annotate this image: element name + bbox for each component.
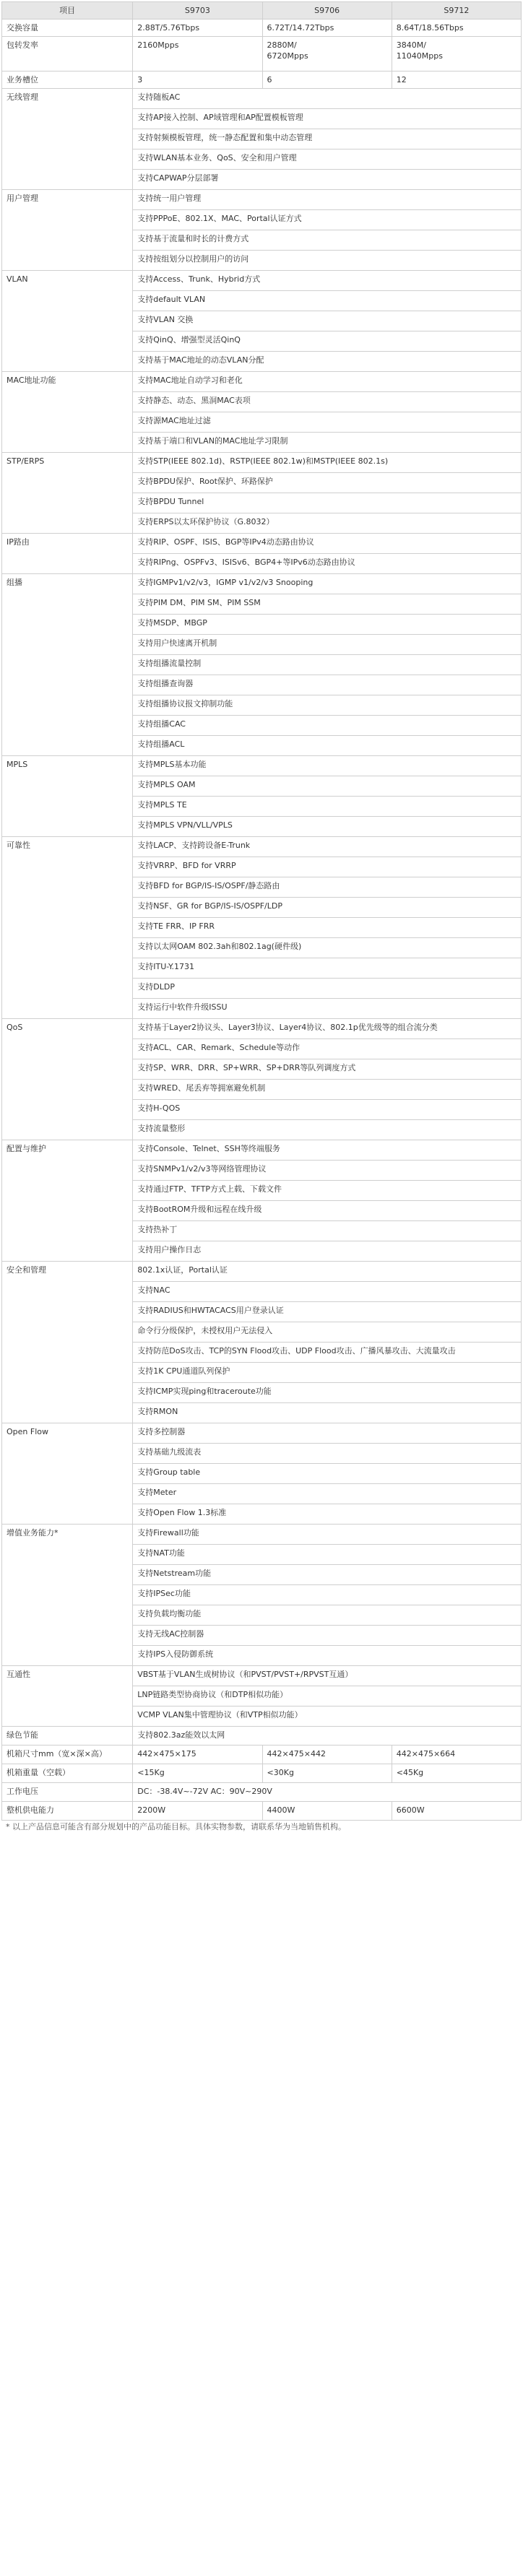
feature-item: 支持MAC地址自动学习和老化 xyxy=(133,372,522,392)
feature-item: 支持ITU-Y.1731 xyxy=(133,958,522,979)
spec-table xyxy=(1,1,522,1821)
feature-item: 支持Group table xyxy=(133,1464,522,1484)
row-value: 442×475×442 xyxy=(262,1745,392,1764)
row-value: 2.88T/5.76Tbps xyxy=(133,19,262,37)
section-label: QoS xyxy=(2,1019,133,1140)
feature-item: 支持default VLAN xyxy=(133,291,522,311)
feature-item: 支持Firewall功能 xyxy=(133,1525,522,1545)
feature-item: 支持BootROM升级和远程在线升级 xyxy=(133,1201,522,1221)
feature-item: 支持RIP、OSPF、ISIS、BGP等IPv4动态路由协议 xyxy=(133,534,522,554)
row-value: <15Kg xyxy=(133,1764,262,1783)
row-value: 12 xyxy=(392,71,521,89)
row-value: 3840M/ 11040Mpps xyxy=(392,37,521,71)
row-label: 机箱重量（空载） xyxy=(2,1764,133,1783)
feature-row xyxy=(2,1019,522,1039)
feature-item: 支持NAT功能 xyxy=(133,1545,522,1565)
feature-item: 支持用户快速离开机制 xyxy=(133,635,522,655)
feature-item: 支持ERPS以太环保护协议（G.8032） xyxy=(133,513,522,534)
feature-row xyxy=(2,1140,522,1161)
feature-row xyxy=(2,534,522,554)
feature-item: 支持H-QOS xyxy=(133,1100,522,1120)
feature-row xyxy=(2,1423,522,1444)
feature-item: 支持基于端口和VLAN的MAC地址学习限制 xyxy=(133,433,522,453)
feature-item: 802.1x认证，Portal认证 xyxy=(133,1262,522,1282)
feature-item: 支持射频模板管理，统一静态配置和集中动态管理 xyxy=(133,129,522,149)
feature-row xyxy=(2,89,522,109)
feature-row xyxy=(2,372,522,392)
row-label: 整机供电能力 xyxy=(2,1802,133,1821)
footnote: * 以上产品信息可能含有部分规划中的产品功能目标。具体实物参数，请联系华为当地销售机构。 xyxy=(6,1822,346,1831)
row-value: 6 xyxy=(262,71,392,89)
feature-item: 支持Open Flow 1.3标准 xyxy=(133,1504,522,1525)
row-label: 绿色节能 xyxy=(2,1727,133,1745)
feature-item: 支持PPPoE、802.1X、MAC、Portal认证方式 xyxy=(133,210,522,230)
row-label: 业务槽位 xyxy=(2,71,133,89)
feature-item: 支持RIPng、OSPFv3、ISISv6、BGP4+等IPv6动态路由协议 xyxy=(133,554,522,574)
feature-item: 支持随板AC xyxy=(133,89,522,109)
feature-item: 支持CAPWAP分层部署 xyxy=(133,170,522,190)
feature-item: 支持TE FRR、IP FRR xyxy=(133,918,522,938)
feature-item: 命令行分级保护，未授权用户无法侵入 xyxy=(133,1322,522,1343)
row-value: 442×475×664 xyxy=(392,1745,521,1764)
row-label: 机箱尺寸mm（宽×深×高） xyxy=(2,1745,133,1764)
feature-row xyxy=(2,1262,522,1282)
row-value: 2200W xyxy=(133,1802,262,1821)
feature-item: 支持NAC xyxy=(133,1282,522,1302)
feature-item: 支持SP、WRR、DRR、SP+WRR、SP+DRR等队列调度方式 xyxy=(133,1059,522,1080)
feature-item: 支持Meter xyxy=(133,1484,522,1504)
header-s9706: S9706 xyxy=(262,2,392,19)
feature-item: 支持VLAN 交换 xyxy=(133,311,522,331)
feature-item: 支持LACP、支持跨设备E-Trunk xyxy=(133,837,522,857)
feature-item: VCMP VLAN集中管理协议（和VTP相似功能） xyxy=(133,1707,522,1727)
section-label: 无线管理 xyxy=(2,89,133,190)
header-item: 项目 xyxy=(2,2,133,19)
feature-item: 支持BFD for BGP/IS-IS/OSPF/静态路由 xyxy=(133,877,522,898)
feature-item: 支持PIM DM、PIM SM、PIM SSM xyxy=(133,594,522,615)
feature-item: 支持负载均衡功能 xyxy=(133,1605,522,1626)
feature-item: 支持基于流量和时长的计费方式 xyxy=(133,230,522,251)
row-value: 3 xyxy=(133,71,262,89)
feature-item: 支持组播ACL xyxy=(133,736,522,756)
row-label: 交换容量 xyxy=(2,19,133,37)
feature-item: 支持用户操作日志 xyxy=(133,1241,522,1262)
feature-item: 支持通过FTP、TFTP方式上载、下载文件 xyxy=(133,1181,522,1201)
feature-row xyxy=(2,756,522,776)
feature-item: 支持VRRP、BFD for VRRP xyxy=(133,857,522,877)
section-label: MAC地址功能 xyxy=(2,372,133,453)
feature-item: 支持组播查询器 xyxy=(133,675,522,695)
table-row xyxy=(2,1727,522,1745)
section-label: 可靠性 xyxy=(2,837,133,1019)
feature-item: 支持Access、Trunk、Hybrid方式 xyxy=(133,271,522,291)
row-value: 442×475×175 xyxy=(133,1745,262,1764)
section-label: VLAN xyxy=(2,271,133,372)
row-value: 6.72T/14.72Tbps xyxy=(262,19,392,37)
feature-item: 支持IPS入侵防御系统 xyxy=(133,1646,522,1666)
table-row xyxy=(2,1783,522,1802)
feature-item: 支持MPLS VPN/VLL/VPLS xyxy=(133,817,522,837)
feature-item: 支持基于MAC地址的动态VLAN分配 xyxy=(133,352,522,372)
feature-item: 支持RADIUS和HWTACACS用户登录认证 xyxy=(133,1302,522,1322)
feature-item: 支持防范DoS攻击、TCP的SYN Flood攻击、UDP Flood攻击、广播风暴攻击、大流量攻击 xyxy=(133,1343,522,1363)
section-label: 互通性 xyxy=(2,1666,133,1727)
section-label: 用户管理 xyxy=(2,190,133,271)
section-label: STP/ERPS xyxy=(2,453,133,534)
row-value: 6600W xyxy=(392,1802,521,1821)
feature-row xyxy=(2,1666,522,1686)
feature-item: 支持STP(IEEE 802.1d)、RSTP(IEEE 802.1w)和MSTP(IEEE 802.1s) xyxy=(133,453,522,473)
row-value: <45Kg xyxy=(392,1764,521,1783)
feature-item: 支持AP接入控制、AP域管理和AP配置模板管理 xyxy=(133,109,522,129)
feature-item: 支持MSDP、MBGP xyxy=(133,615,522,635)
row-value: 2880M/ 6720Mpps xyxy=(262,37,392,71)
feature-item: 支持BPDU保护、Root保护、环路保护 xyxy=(133,473,522,493)
feature-item: 支持组播协议报文抑制功能 xyxy=(133,695,522,716)
section-label: 安全和管理 xyxy=(2,1262,133,1423)
feature-row xyxy=(2,190,522,210)
feature-row xyxy=(2,453,522,473)
feature-item: 支持IGMPv1/v2/v3，IGMP v1/v2/v3 Snooping xyxy=(133,574,522,594)
table-row xyxy=(2,19,522,37)
feature-item: 支持SNMPv1/v2/v3等网络管理协议 xyxy=(133,1161,522,1181)
row-label: 工作电压 xyxy=(2,1783,133,1802)
header-s9712: S9712 xyxy=(392,2,521,19)
feature-item: VBST基于VLAN生成树协议（和PVST/PVST+/RPVST互通） xyxy=(133,1666,522,1686)
feature-item: 支持静态、动态、黑洞MAC表项 xyxy=(133,392,522,412)
feature-item: 支持Netstream功能 xyxy=(133,1565,522,1585)
feature-item: 支持NSF、GR for BGP/IS-IS/OSPF/LDP xyxy=(133,898,522,918)
feature-item: 支持组播流量控制 xyxy=(133,655,522,675)
table-header-row xyxy=(2,2,522,19)
feature-item: 支持ACL、CAR、Remark、Schedule等动作 xyxy=(133,1039,522,1059)
row-value: DC：-38.4V~-72V AC：90V~290V xyxy=(133,1783,522,1802)
feature-item: 支持QinQ、增强型灵活QinQ xyxy=(133,331,522,352)
row-value: 2160Mpps xyxy=(133,37,262,71)
feature-item: 支持热补丁 xyxy=(133,1221,522,1241)
feature-item: 支持运行中软件升级ISSU xyxy=(133,999,522,1019)
table-row xyxy=(2,1745,522,1764)
row-label: 包转发率 xyxy=(2,37,133,71)
feature-item: 支持多控制器 xyxy=(133,1423,522,1444)
feature-item: 支持ICMP实现ping和traceroute功能 xyxy=(133,1383,522,1403)
table-row xyxy=(2,1764,522,1783)
feature-item: 支持流量整形 xyxy=(133,1120,522,1140)
table-row xyxy=(2,71,522,89)
feature-item: 支持基础九级流表 xyxy=(133,1444,522,1464)
feature-row xyxy=(2,1525,522,1545)
section-label: IP路由 xyxy=(2,534,133,574)
feature-item: 支持RMON xyxy=(133,1403,522,1423)
feature-item: 支持以太网OAM 802.3ah和802.1ag(硬件级) xyxy=(133,938,522,958)
feature-item: 支持MPLS基本功能 xyxy=(133,756,522,776)
feature-item: 支持WLAN基本业务、QoS、安全和用户管理 xyxy=(133,149,522,170)
feature-item: LNP链路类型协商协议（和DTP相似功能） xyxy=(133,1686,522,1707)
section-label: Open Flow xyxy=(2,1423,133,1525)
feature-row xyxy=(2,574,522,594)
feature-item: 支持IPSec功能 xyxy=(133,1585,522,1605)
feature-item: 支持BPDU Tunnel xyxy=(133,493,522,513)
section-label: 增值业务能力* xyxy=(2,1525,133,1666)
feature-item: 支持统一用户管理 xyxy=(133,190,522,210)
feature-item: 支持基于Layer2协议头、Layer3协议、Layer4协议、802.1p优先级等的组合流分类 xyxy=(133,1019,522,1039)
feature-item: 支持按组划分以控制用户的访问 xyxy=(133,251,522,271)
feature-item: 支持DLDP xyxy=(133,979,522,999)
header-s9703: S9703 xyxy=(133,2,262,19)
feature-item: 支持Console、Telnet、SSH等终端服务 xyxy=(133,1140,522,1161)
table-row xyxy=(2,1802,522,1821)
feature-row xyxy=(2,837,522,857)
table-row xyxy=(2,37,522,71)
feature-item: 支持组播CAC xyxy=(133,716,522,736)
row-value: 8.64T/18.56Tbps xyxy=(392,19,521,37)
feature-item: 支持源MAC地址过滤 xyxy=(133,412,522,433)
row-value: 4400W xyxy=(262,1802,392,1821)
feature-item: 支持无线AC控制器 xyxy=(133,1626,522,1646)
feature-item: 支持MPLS OAM xyxy=(133,776,522,797)
section-label: 组播 xyxy=(2,574,133,756)
section-label: 配置与维护 xyxy=(2,1140,133,1262)
feature-item: 支持1K CPU通道队列保护 xyxy=(133,1363,522,1383)
feature-item: 支持MPLS TE xyxy=(133,797,522,817)
row-value: 支持802.3az能效以太网 xyxy=(133,1727,522,1745)
feature-item: 支持WRED、尾丢弃等拥塞避免机制 xyxy=(133,1080,522,1100)
row-value: <30Kg xyxy=(262,1764,392,1783)
section-label: MPLS xyxy=(2,756,133,837)
feature-row xyxy=(2,271,522,291)
